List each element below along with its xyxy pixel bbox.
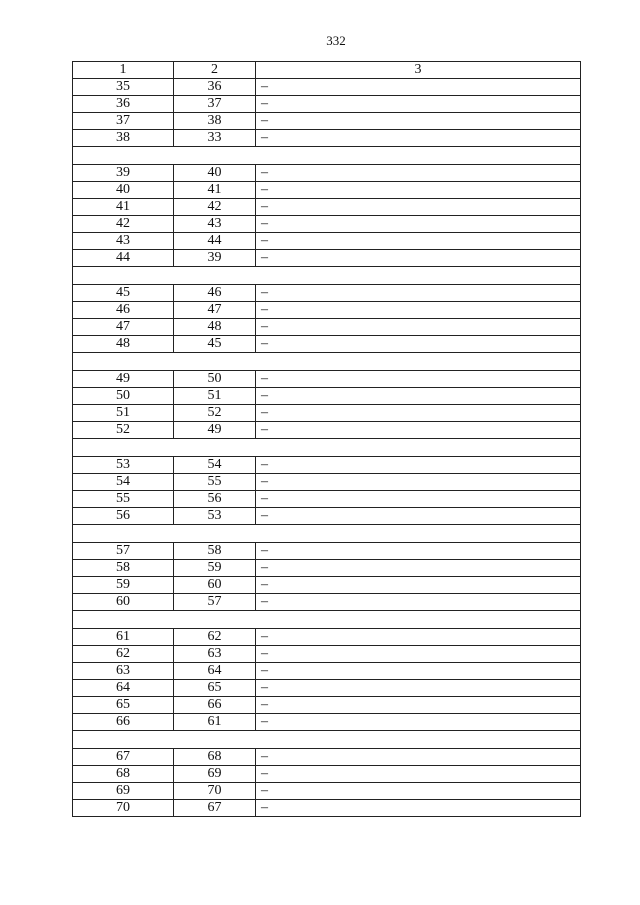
table-cell-col2: 53 <box>174 508 256 525</box>
table-cell-col2: 67 <box>174 800 256 817</box>
table-row <box>73 250 581 267</box>
table-cell-col1: 55 <box>73 491 174 508</box>
table-cell-col2: 41 <box>174 182 256 199</box>
table-row <box>73 130 581 147</box>
table-cell-col3: – <box>256 250 581 267</box>
table-cell-col2: 42 <box>174 199 256 216</box>
header-cell-1: 1 <box>73 62 174 79</box>
table-cell-col3: – <box>256 766 581 783</box>
table-cell-col3: – <box>256 577 581 594</box>
separator-cell <box>73 439 581 457</box>
table-cell-col2: 48 <box>174 319 256 336</box>
table-cell-col3: – <box>256 560 581 577</box>
table-cell-col2: 39 <box>174 250 256 267</box>
table-row <box>73 697 581 714</box>
table-cell-col1: 56 <box>73 508 174 525</box>
table-cell-col3: – <box>256 663 581 680</box>
table-cell-col2: 65 <box>174 680 256 697</box>
table-cell-col3: – <box>256 302 581 319</box>
table-cell-col2: 59 <box>174 560 256 577</box>
table-cell-col2: 40 <box>174 165 256 182</box>
table-cell-col2: 45 <box>174 336 256 353</box>
table-cell-col2: 37 <box>174 96 256 113</box>
table-row <box>73 233 581 250</box>
group-separator-row <box>73 353 581 371</box>
table-cell-col1: 60 <box>73 594 174 611</box>
table-cell-col3: – <box>256 508 581 525</box>
table-cell-col3: – <box>256 371 581 388</box>
table-cell-col3: – <box>256 405 581 422</box>
table-row <box>73 680 581 697</box>
header-row <box>73 62 581 79</box>
table-row <box>73 165 581 182</box>
table-cell-col2: 60 <box>174 577 256 594</box>
table-cell-col1: 70 <box>73 800 174 817</box>
table-cell-col1: 36 <box>73 96 174 113</box>
page-number: 332 <box>326 33 346 48</box>
table-cell-col2: 66 <box>174 697 256 714</box>
header-cell-2: 2 <box>174 62 256 79</box>
table-cell-col3: – <box>256 783 581 800</box>
table-cell-col3: – <box>256 543 581 560</box>
table-cell-col2: 69 <box>174 766 256 783</box>
table-row <box>73 800 581 817</box>
table-cell-col1: 38 <box>73 130 174 147</box>
table-row <box>73 79 581 96</box>
table-cell-col3: – <box>256 199 581 216</box>
table-cell-col1: 63 <box>73 663 174 680</box>
table-cell-col1: 62 <box>73 646 174 663</box>
table-cell-col1: 41 <box>73 199 174 216</box>
table-row <box>73 336 581 353</box>
table-cell-col1: 65 <box>73 697 174 714</box>
table-cell-col2: 58 <box>174 543 256 560</box>
table-cell-col3: – <box>256 182 581 199</box>
table-cell-col3: – <box>256 96 581 113</box>
table-row <box>73 96 581 113</box>
table-cell-col3: – <box>256 336 581 353</box>
table-cell-col1: 58 <box>73 560 174 577</box>
group-separator-row <box>73 731 581 749</box>
group-separator-row <box>73 525 581 543</box>
table-row <box>73 182 581 199</box>
table-row <box>73 543 581 560</box>
separator-cell <box>73 267 581 285</box>
table-cell-col2: 62 <box>174 629 256 646</box>
table-cell-col3: – <box>256 800 581 817</box>
table-cell-col3: – <box>256 680 581 697</box>
table-cell-col1: 66 <box>73 714 174 731</box>
table-cell-col2: 63 <box>174 646 256 663</box>
table-body <box>73 62 581 817</box>
table-cell-col3: – <box>256 79 581 96</box>
table-cell-col2: 64 <box>174 663 256 680</box>
table-cell-col1: 57 <box>73 543 174 560</box>
table-cell-col3: – <box>256 165 581 182</box>
table-row <box>73 577 581 594</box>
table-cell-col2: 61 <box>174 714 256 731</box>
table-cell-col1: 43 <box>73 233 174 250</box>
table-cell-col3: – <box>256 285 581 302</box>
table-cell-col1: 50 <box>73 388 174 405</box>
group-separator-row <box>73 611 581 629</box>
table-row <box>73 388 581 405</box>
table-cell-col3: – <box>256 319 581 336</box>
table-cell-col1: 64 <box>73 680 174 697</box>
table-cell-col3: – <box>256 113 581 130</box>
table-row <box>73 302 581 319</box>
table-row <box>73 113 581 130</box>
separator-cell <box>73 611 581 629</box>
separator-cell <box>73 525 581 543</box>
table-row <box>73 199 581 216</box>
table-cell-col2: 55 <box>174 474 256 491</box>
table-cell-col3: – <box>256 457 581 474</box>
table-cell-col3: – <box>256 594 581 611</box>
table-row <box>73 594 581 611</box>
table-cell-col2: 52 <box>174 405 256 422</box>
table-cell-col2: 46 <box>174 285 256 302</box>
table-cell-col2: 33 <box>174 130 256 147</box>
table-cell-col2: 57 <box>174 594 256 611</box>
table-cell-col3: – <box>256 233 581 250</box>
table-cell-col1: 51 <box>73 405 174 422</box>
separator-cell <box>73 353 581 371</box>
table-cell-col2: 44 <box>174 233 256 250</box>
table-row <box>73 405 581 422</box>
table-cell-col3: – <box>256 491 581 508</box>
data-table <box>72 61 581 817</box>
table-cell-col1: 47 <box>73 319 174 336</box>
table-cell-col3: – <box>256 216 581 233</box>
table-cell-col1: 68 <box>73 766 174 783</box>
table-cell-col1: 53 <box>73 457 174 474</box>
table-cell-col2: 50 <box>174 371 256 388</box>
table-cell-col1: 39 <box>73 165 174 182</box>
table-cell-col3: – <box>256 422 581 439</box>
table-cell-col1: 49 <box>73 371 174 388</box>
table-cell-col3: – <box>256 629 581 646</box>
table-row <box>73 422 581 439</box>
table-row <box>73 491 581 508</box>
table-cell-col3: – <box>256 714 581 731</box>
table-cell-col1: 67 <box>73 749 174 766</box>
table-cell-col2: 56 <box>174 491 256 508</box>
table-row <box>73 646 581 663</box>
table-cell-col2: 43 <box>174 216 256 233</box>
table-cell-col3: – <box>256 697 581 714</box>
table-cell-col2: 38 <box>174 113 256 130</box>
table-cell-col3: – <box>256 646 581 663</box>
table-cell-col3: – <box>256 749 581 766</box>
table-row <box>73 474 581 491</box>
table-cell-col1: 61 <box>73 629 174 646</box>
table-row <box>73 560 581 577</box>
table-row <box>73 749 581 766</box>
table-row <box>73 629 581 646</box>
table-cell-col1: 45 <box>73 285 174 302</box>
table-row <box>73 663 581 680</box>
table-cell-col2: 36 <box>174 79 256 96</box>
table-cell-col1: 59 <box>73 577 174 594</box>
table-cell-col2: 70 <box>174 783 256 800</box>
table-row <box>73 783 581 800</box>
table-row <box>73 216 581 233</box>
table-cell-col3: – <box>256 388 581 405</box>
table-row <box>73 285 581 302</box>
table-cell-col3: – <box>256 130 581 147</box>
table-cell-col2: 51 <box>174 388 256 405</box>
group-separator-row <box>73 267 581 285</box>
table-cell-col2: 68 <box>174 749 256 766</box>
table-cell-col1: 52 <box>73 422 174 439</box>
table-cell-col1: 40 <box>73 182 174 199</box>
separator-cell <box>73 731 581 749</box>
table-cell-col2: 47 <box>174 302 256 319</box>
table-row <box>73 766 581 783</box>
separator-cell <box>73 147 581 165</box>
table-row <box>73 319 581 336</box>
table-cell-col1: 46 <box>73 302 174 319</box>
table-cell-col1: 42 <box>73 216 174 233</box>
table-cell-col1: 35 <box>73 79 174 96</box>
table-cell-col1: 69 <box>73 783 174 800</box>
header-cell-3: 3 <box>256 62 581 79</box>
table-cell-col3: – <box>256 474 581 491</box>
group-separator-row <box>73 147 581 165</box>
table-row <box>73 508 581 525</box>
table-cell-col1: 48 <box>73 336 174 353</box>
table-cell-col1: 44 <box>73 250 174 267</box>
table-row <box>73 457 581 474</box>
table-cell-col1: 54 <box>73 474 174 491</box>
table-row <box>73 714 581 731</box>
table-cell-col2: 54 <box>174 457 256 474</box>
table-row <box>73 371 581 388</box>
group-separator-row <box>73 439 581 457</box>
table-cell-col2: 49 <box>174 422 256 439</box>
table-cell-col1: 37 <box>73 113 174 130</box>
